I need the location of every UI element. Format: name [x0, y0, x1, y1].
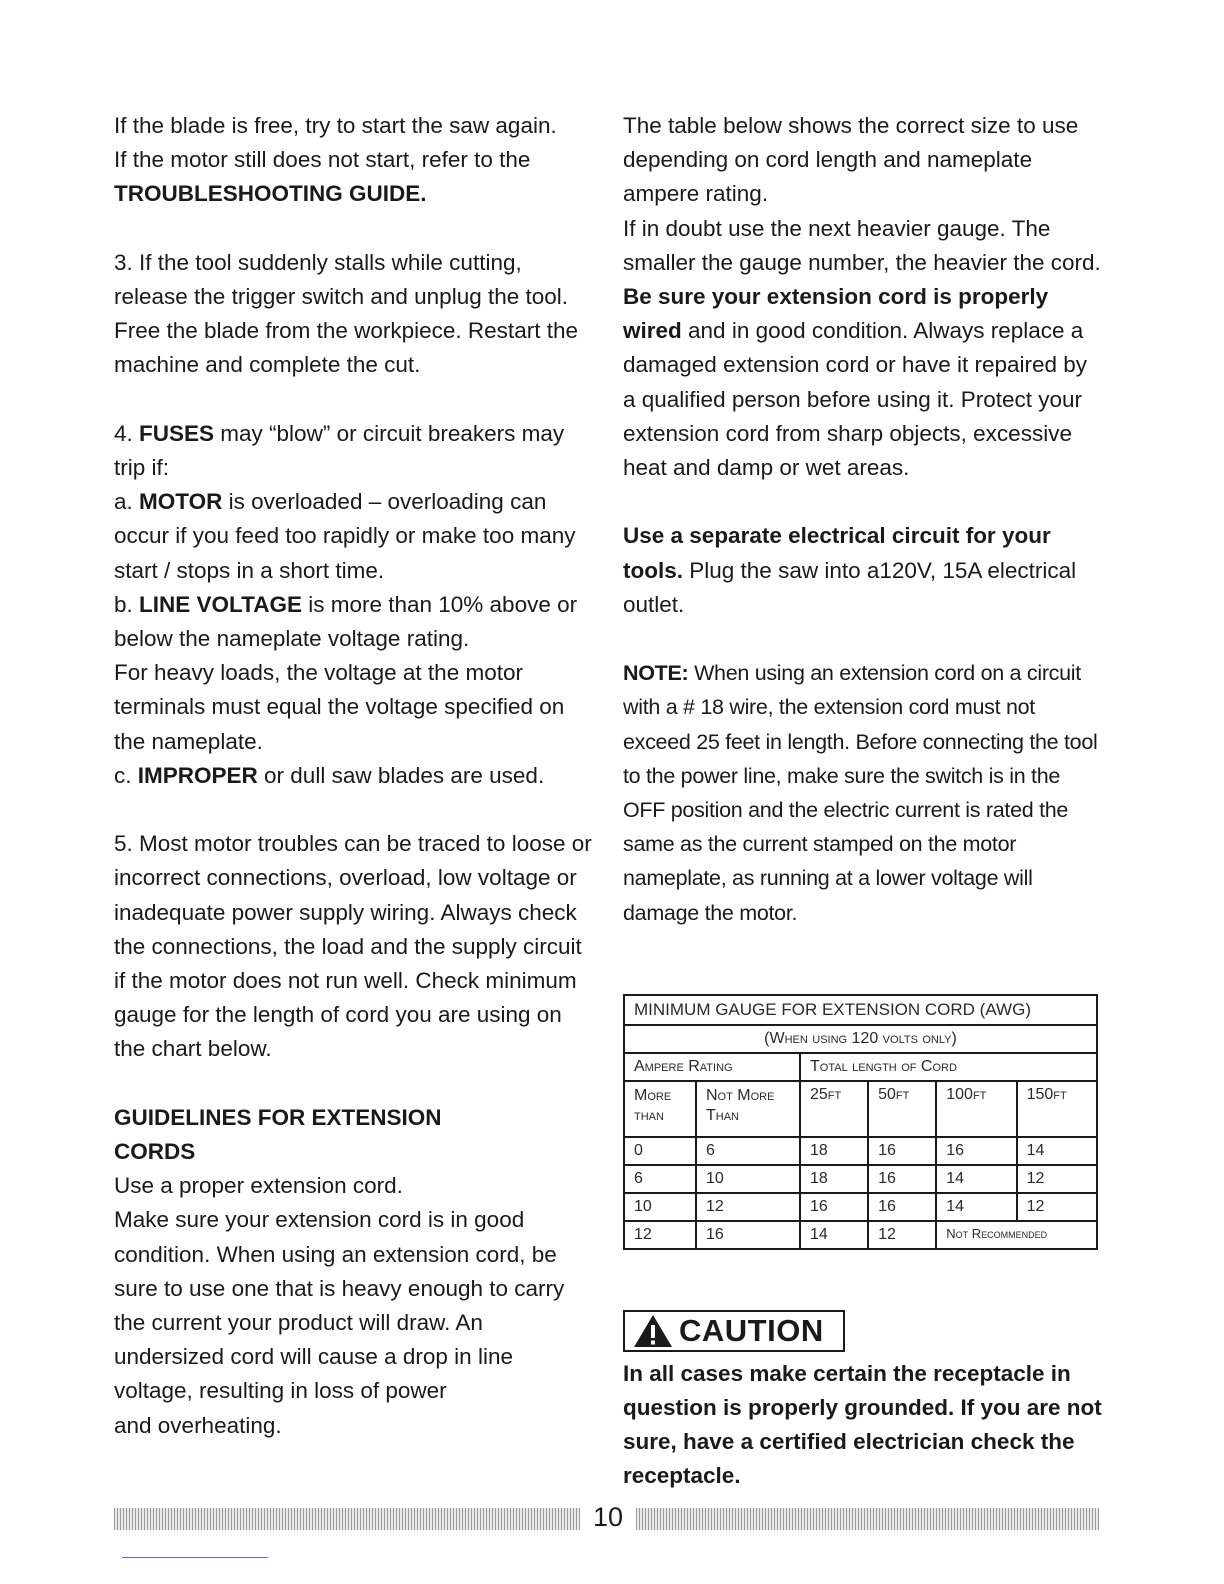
cell-gauge-50ft: 16	[868, 1193, 936, 1221]
cell-more-than: 6	[624, 1165, 696, 1193]
paragraph-blade-free: If the blade is free, try to start the saw again. If the motor still does not start, refer to the TROUBLESHOOTING GUIDE.	[114, 113, 557, 207]
cell-not-more-than: 12	[696, 1193, 800, 1221]
cell-gauge-50ft: 12	[868, 1221, 936, 1249]
cell-gauge-100ft: 14	[936, 1193, 1016, 1221]
cell-not-more-than: 10	[696, 1165, 800, 1193]
cell-more-than: 0	[624, 1137, 696, 1165]
item-c-improper: c. IMPROPER or dull saw blades are used.	[114, 762, 545, 788]
troubleshooting-guide-ref: TROUBLESHOOTING GUIDE.	[114, 181, 427, 207]
paragraph-heavier-gauge: If in doubt use the next heavier gauge. The smaller the gauge number, the heavier the cord.	[623, 215, 1101, 275]
paragraph-properly-wired: Be sure your extension cord is properly wired and in good condition. Always replace a damaged extension cord or have it repaired by a qualified person before using it. Protect your extension cord from sharp objects, excessive heat and damp or wet areas.	[623, 284, 1088, 481]
cell-gauge-150ft: 14	[1017, 1137, 1097, 1165]
scan-artifact-line	[122, 1557, 268, 1558]
more-than-header: More than	[624, 1081, 696, 1137]
caution-text: In all cases make certain the receptacle in question is properly grounded. If you are not sure, have a certified electrician check the receptacle.	[623, 1361, 1102, 1488]
extension-cord-gauge-table	[623, 994, 1098, 1250]
table-title: MINIMUM GAUGE FOR EXTENSION CORD (AWG)	[624, 995, 1097, 1025]
footer-pattern-left	[114, 1508, 580, 1530]
guidelines-line-end: and overheating.	[114, 1412, 282, 1438]
guidelines-paragraph: Make sure your extension cord is in good condition. When using an extension cord, be sure to use one that is heavy enough to carry the current your product will draw. An undersized cord will cause a drop in line voltage, resulting in loss of power	[114, 1207, 565, 1404]
length-50ft-header: 50ft	[868, 1081, 936, 1137]
table-row	[624, 1137, 1097, 1165]
cell-more-than: 10	[624, 1193, 696, 1221]
table-row	[624, 1221, 1097, 1249]
cell-gauge-150ft: 12	[1017, 1165, 1097, 1193]
paragraph-separate-circuit: Use a separate electrical circuit for your tools. Plug the saw into a120V, 15A electrical outlet.	[623, 523, 1077, 617]
caution-label-box	[623, 1310, 845, 1352]
length-25ft-header: 25ft	[800, 1081, 868, 1137]
ampere-rating-header: Ampere Rating	[624, 1053, 800, 1081]
length-150ft-header: 150ft	[1017, 1081, 1097, 1137]
cell-gauge-100ft: 16	[936, 1137, 1016, 1165]
paragraph-note: NOTE: When using an extension cord on a circuit with a # 18 wire, the extension cord must not exceed 25 feet in length. Before connecting the tool to the power line, make sure the switch is in the OFF position and the electric current is rated the same as the current stamped on the motor nameplate, as running at a lower voltage will damage the motor.	[623, 661, 1098, 925]
table-subtitle-row	[624, 1025, 1097, 1053]
guidelines-heading: GUIDELINES FOR EXTENSION CORDS	[114, 1104, 442, 1165]
right-column	[623, 109, 1103, 930]
item-a-motor: a. MOTOR is overloaded – overloading can occur if you feed too rapidly or make too many start / stops in a short time.	[114, 489, 576, 583]
paragraph-stall: 3. If the tool suddenly stalls while cutting, release the trigger switch and unplug the tool. Free the blade from the workpiece. Restart the machine and complete the cut.	[114, 249, 578, 378]
paragraph-heavy-loads: For heavy loads, the voltage at the motor terminals must equal the voltage specified on the nameplate.	[114, 660, 565, 754]
table-subtitle: (When using 120 volts only)	[624, 1025, 1097, 1053]
caution-label: CAUTION	[679, 1313, 824, 1348]
cell-more-than: 12	[624, 1221, 696, 1249]
table-row	[624, 1165, 1097, 1193]
cell-gauge-150ft: 12	[1017, 1193, 1097, 1221]
cell-not-more-than: 16	[696, 1221, 800, 1249]
cell-gauge-50ft: 16	[868, 1165, 936, 1193]
item-b-line-voltage: b. LINE VOLTAGE is more than 10% above or below the nameplate voltage rating.	[114, 591, 578, 652]
guidelines-line-1: Use a proper extension cord.	[114, 1173, 403, 1199]
paragraph-motor-troubles: 5. Most motor troubles can be traced to loose or incorrect connections, overload, low voltage or inadequate power supply wiring. Always check the connections, the load and the supply circuit if the motor does not run well. Check minimum gauge for the length of cord you are using on the chart below.	[114, 831, 592, 1062]
length-100ft-header: 100ft	[936, 1081, 1016, 1137]
table-group-header-row	[624, 1053, 1097, 1081]
cell-gauge-100ft: 14	[936, 1165, 1016, 1193]
paragraph-table-intro: The table below shows the correct size to use depending on cord length and nameplate ampere rating.	[623, 113, 1079, 207]
cell-gauge-25ft: 16	[800, 1193, 868, 1221]
cell-gauge-25ft: 14	[800, 1221, 868, 1249]
cell-not-more-than: 6	[696, 1137, 800, 1165]
not-more-than-header: Not More Than	[696, 1081, 800, 1137]
table-column-header-row	[624, 1081, 1097, 1137]
footer-pattern-right	[636, 1508, 1099, 1530]
total-length-header: Total length of Cord	[800, 1053, 1097, 1081]
cell-gauge-25ft: 18	[800, 1165, 868, 1193]
cell-gauge-25ft: 18	[800, 1137, 868, 1165]
table-title-row	[624, 995, 1097, 1025]
table-row	[624, 1193, 1097, 1221]
paragraph-fuses: 4. FUSES may “blow” or circuit breakers may trip if:	[114, 420, 565, 480]
left-column	[114, 109, 594, 1443]
page-number: 10	[592, 1502, 624, 1532]
cell-not-recommended: Not Recommended	[936, 1221, 1097, 1249]
warning-triangle-icon	[633, 1314, 673, 1348]
cell-gauge-50ft: 16	[868, 1137, 936, 1165]
